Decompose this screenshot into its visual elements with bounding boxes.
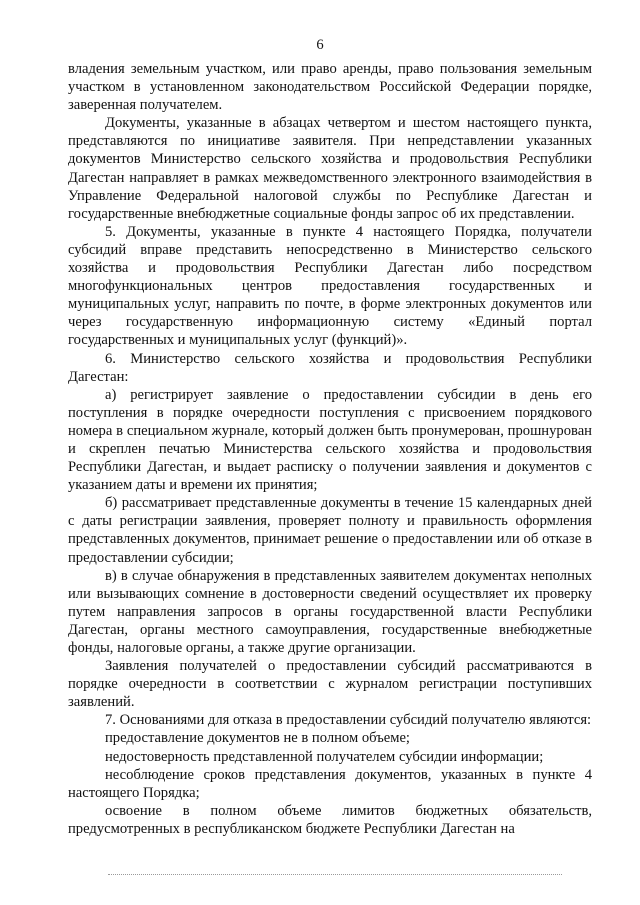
paragraph: Заявления получателей о предоставлении субсидий рассматриваются в порядке очередности в соответствии с журналом регистрации поступивших заявлений. [68,658,592,711]
paragraph: б) рассматривает представленные документы в течение 15 календарных дней с даты регистрации заявления, проверяет полноту и правильность оформления представленных документов, принимает решение о предоставлении или об отказе в предоставлении субсидии; [68,495,592,566]
paragraph: освоение в полном объеме лимитов бюджетных обязательств, предусмотренных в республиканском бюджете Республики Дагестан на [68,802,592,837]
paragraph: несоблюдение сроков представления документов, указанных в пункте 4 настоящего Порядка; [68,766,592,801]
paragraph: недостоверность представленной получателем субсидии информации; [105,748,544,765]
footer-dotted-rule [108,874,562,875]
paragraph: Документы, указанные в абзацах четвертом и шестом настоящего пункта, представляются по инициативе заявителя. При непредставлении указанных документов Министерство сельского хозяйства и продовольствия Республики Дагестан направляет в рамках межведомственного электронного взаимодействия в Управление Федеральной налоговой службы по Республике Дагестан и государственные внебюджетные социальные фонды запрос об их представлении. [68,115,592,222]
paragraph: 5. Документы, указанные в пункте 4 настоящего Порядка, получатели субсидий вправе представить непосредственно в Министерство сельского хозяйства и продовольствия Республики Дагестан либо посредством многофункциональных центров предоставления государственных и муниципальных услуг, направить по почте, в форме электронных документов или через государственную информационную систему «Единый портал государственных и муниципальных услуг (функций)». [68,223,592,349]
paragraph: 6. Министерство сельского хозяйства и продовольствия Республики Дагестан: [68,350,592,385]
paragraph: а) регистрирует заявление о предоставлении субсидии в день его поступления в порядке очередности поступления с присвоением порядкового номера в специальном журнале, который должен быть пронумерован, прошнурован и скреплен печатью Министерства сельского хозяйства и продовольствия Республики Дагестан, и выдает расписку о получении заявления и документов с указанием даты и времени их принятия; [68,386,592,494]
page-number: 6 [316,37,324,53]
paragraph: предоставление документов не в полном объеме; [105,730,410,747]
paragraph: в) в случае обнаружения в представленных заявителем документах неполных или вызывающих сомнение в достоверности сведений осуществляет их проверку путем направления запросов в органы государственной власти Республики Дагестан, органы местного самоуправления, государственные внебюджетные фонды, налоговые органы, а также другие организации. [68,567,592,656]
paragraph: владения земельным участком, или право аренды, право пользования земельным участком в установленном законодательством Российской Федерации порядке, заверенная получателем. [68,61,592,114]
document-body [68,60,592,838]
paragraph: 7. Основаниями для отказа в предоставлении субсидий получателю являются: [105,712,592,729]
